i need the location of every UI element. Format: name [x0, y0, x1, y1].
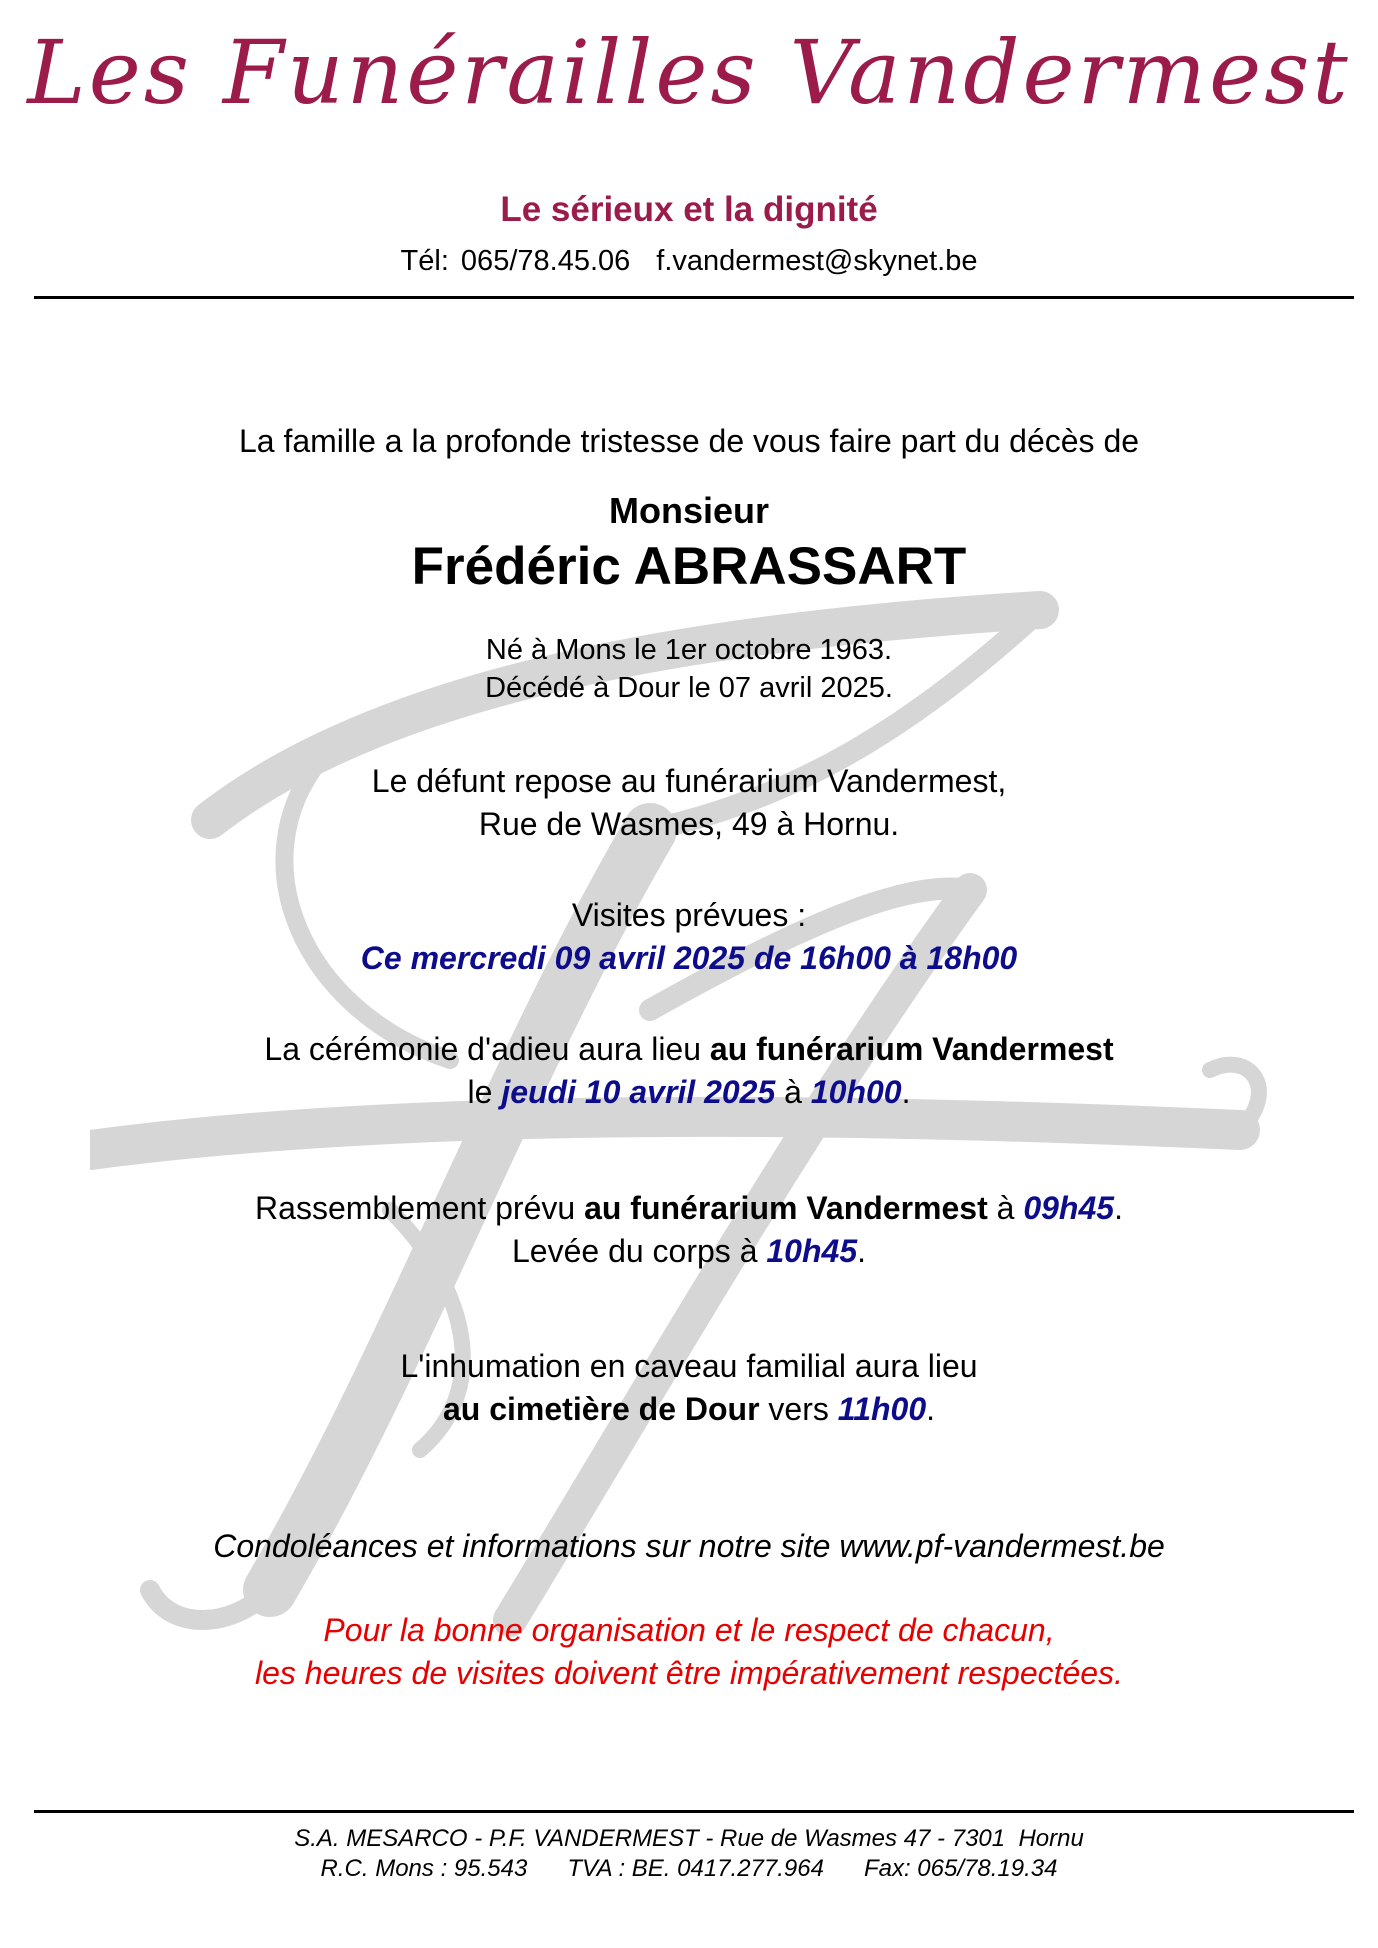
levee-line — [0, 1233, 1378, 1270]
footer-divider — [34, 1810, 1354, 1813]
burial-vers: vers — [759, 1391, 838, 1427]
condolences-text: Condoléances et informations sur notre site www.pf-vandermest.be — [213, 1528, 1165, 1564]
email: f.vandermest@skynet.be — [656, 245, 978, 277]
FV-monogram-icon — [90, 590, 1290, 1650]
ceremony-text: La cérémonie d'adieu aura lieu — [264, 1031, 710, 1067]
company-name: Les Funérailles Vandermest — [27, 21, 1351, 124]
ceremony-place: au funérarium Vandermest — [709, 1031, 1114, 1067]
deceased-title: Monsieur — [608, 490, 769, 531]
death-info: Décédé à Dour le 07 avril 2025. — [485, 672, 893, 704]
ceremony-le: le — [467, 1074, 502, 1110]
period: . — [857, 1233, 866, 1269]
levee-time: 10h45 — [766, 1233, 858, 1269]
period: . — [1114, 1190, 1123, 1226]
period: . — [901, 1074, 911, 1110]
gathering-place: au funérarium Vandermest — [584, 1190, 988, 1226]
ceremony-a: à — [775, 1074, 811, 1110]
levee-text: Levée du corps à — [511, 1233, 767, 1269]
period: . — [926, 1391, 936, 1427]
gathering-a: à — [987, 1190, 1024, 1226]
header-divider — [34, 296, 1354, 299]
burial-line-1: L'inhumation en caveau familial aura lieu — [400, 1348, 978, 1384]
burial-place: au cimetière de Dour — [442, 1391, 760, 1427]
gathering-text: Rassemblement prévu — [255, 1190, 585, 1226]
burial-time: 11h00 — [837, 1391, 927, 1427]
visits-time: Ce mercredi 09 avril 2025 de 16h00 à 18h00 — [360, 940, 1018, 976]
gathering-time: 09h45 — [1023, 1190, 1115, 1226]
ceremony-date: jeudi 10 avril 2025 — [501, 1074, 776, 1110]
rests-line-1: Le défunt repose au funérarium Vandermest, — [371, 763, 1007, 799]
ceremony-time: 10h00 — [810, 1074, 902, 1110]
birth-info: Né à Mons le 1er octobre 1963. — [485, 634, 893, 666]
footer-line-1: S.A. MESARCO - P.F. VANDERMEST - Rue de Wasmes 47 - 7301 Hornu — [294, 1825, 1084, 1852]
visits-label: Visites prévues : — [571, 897, 807, 933]
ceremony-line-1 — [0, 1031, 1378, 1068]
burial-line-2 — [0, 1391, 1378, 1428]
visiting-notice-line-1: Pour la bonne organisation et le respect de chacun, — [323, 1612, 1055, 1648]
deceased-name: Frédéric ABRASSART — [411, 537, 967, 596]
rests-line-2: Rue de Wasmes, 49 à Hornu. — [478, 806, 900, 842]
contact-line — [0, 245, 1378, 278]
ceremony-line-2 — [0, 1074, 1378, 1111]
phone: Tél: 065/78.45.06 — [400, 245, 631, 277]
footer-line-2: R.C. Mons : 95.543 TVA : BE. 0417.277.964 Fax: 065/78.19.34 — [320, 1855, 1058, 1882]
visiting-notice-line-2: les heures de visites doivent être impérativement respectées. — [255, 1655, 1123, 1691]
gathering-line — [0, 1190, 1378, 1227]
intro-text: La famille a la profonde tristesse de vous faire part du décès de — [238, 423, 1140, 459]
slogan: Le sérieux et la dignité — [500, 190, 878, 229]
